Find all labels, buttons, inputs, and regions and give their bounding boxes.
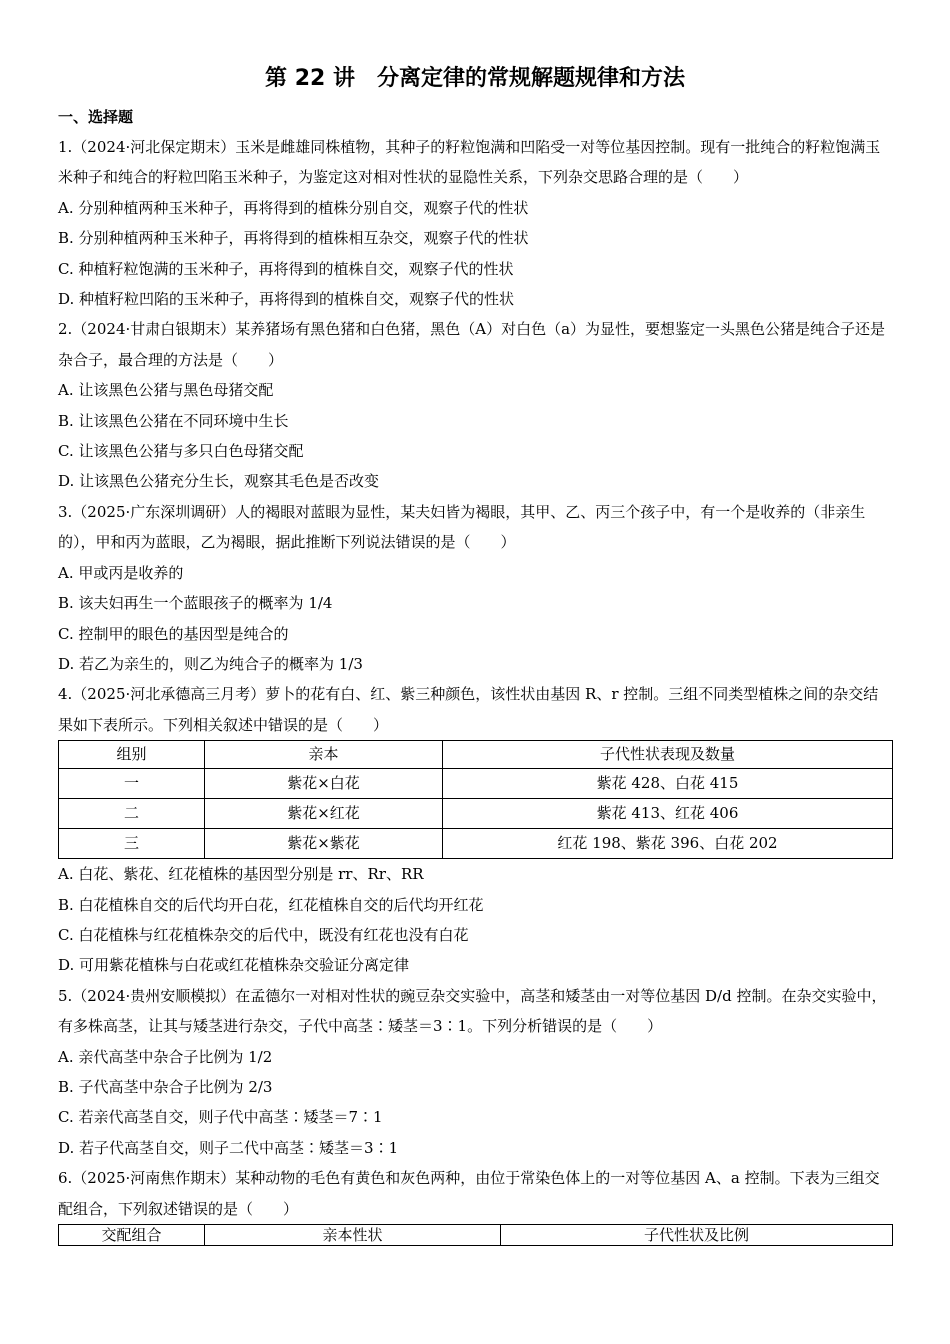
- question-stem: 6.（2025·河南焦作期末）某种动物的毛色有黄色和灰色两种，由位于常染色体上的一对等位基因 A、a 控制。下表为三组交配组合，下列叙述错误的是（ ）: [58, 1169, 880, 1218]
- table-cell: 二: [59, 799, 205, 829]
- table-cell: 三: [59, 829, 205, 859]
- table-row: [59, 799, 893, 829]
- option-c: C. 种植籽粒饱满的玉米种子，再将得到的植株自交，观察子代的性状: [58, 259, 514, 278]
- question-stem: 1.（2024·河北保定期末）玉米是雌雄同株植物，其种子的籽粒饱满和凹陷受一对等位基因控制。现有一批纯合的籽粒饱满玉米种子和纯合的籽粒凹陷玉米种子，为鉴定这对相对性状的显隐性关系，下列杂交思路合理的是（ ）: [58, 138, 881, 187]
- option-c: C. 白花植株与红花植株杂交的后代中，既没有红花也没有白花: [58, 925, 469, 944]
- table-header-cell: 子代性状及比例: [501, 1225, 893, 1246]
- option-d: D. 种植籽粒凹陷的玉米种子，再将得到的植株自交，观察子代的性状: [58, 290, 515, 309]
- question-stem: 4.（2025·河北承德高三月考）萝卜的花有白、红、紫三种颜色，该性状由基因 R、r 控制。三组不同类型植株之间的杂交结果如下表所示。下列相关叙述中错误的是（ ）: [58, 685, 879, 734]
- option-c: C. 控制甲的眼色的基因型是纯合的: [58, 624, 289, 643]
- question-2: [58, 314, 892, 496]
- question-3: [58, 497, 892, 679]
- cross-result-table: [58, 740, 893, 859]
- option-d: D. 若子代高茎自交，则子二代中高茎∶矮茎＝3∶1: [58, 1138, 399, 1157]
- question-6: [58, 1163, 892, 1246]
- question-stem: 2.（2024·甘肃白银期末）某养猪场有黑色猪和白色猪，黑色（A）对白色（a）为显性，要想鉴定一头黑色公猪是纯合子还是杂合子，最合理的方法是（ ）: [58, 320, 886, 369]
- question-5: [58, 981, 892, 1163]
- question-stem: 5.（2024·贵州安顺模拟）在孟德尔一对相对性状的豌豆杂交实验中，高茎和矮茎由一对等位基因 D/d 控制。在杂交实验中，有多株高茎，让其与矮茎进行杂交，子代中高茎∶矮茎＝3∶1。下列分析错误的是（ ）: [58, 986, 887, 1036]
- question-1: [58, 132, 892, 314]
- option-a: A. 让该黑色公猪与黑色母猪交配: [58, 381, 274, 400]
- table-cell: 紫花 413、红花 406: [443, 799, 893, 829]
- table-cell: 一: [59, 769, 205, 799]
- option-b: B. 分别种植两种玉米种子，再将得到的植株相互杂交，观察子代的性状: [58, 229, 529, 248]
- table-header-row: [59, 741, 893, 769]
- mating-combination-table: [58, 1224, 893, 1246]
- option-b: B. 白花植株自交的后代均开白花，红花植株自交的后代均开红花: [58, 895, 484, 914]
- table-header-row: [59, 1225, 893, 1246]
- table-cell: 红花 198、紫花 396、白花 202: [443, 829, 893, 859]
- question-stem: 3.（2025·广东深圳调研）人的褐眼对蓝眼为显性，某夫妇皆为褐眼，其甲、乙、丙三个孩子中，有一个是收养的（非亲生的），甲和丙为蓝眼，乙为褐眼，据此推断下列说法错误的是（ ）: [58, 502, 866, 552]
- option-b: B. 该夫妇再生一个蓝眼孩子的概率为 1/4: [58, 594, 333, 613]
- table-cell: 紫花 428、白花 415: [443, 769, 893, 799]
- table-cell: 紫花×紫花: [205, 829, 443, 859]
- table-row: [59, 769, 893, 799]
- table-header-cell: 组别: [59, 741, 205, 769]
- option-d: D. 若乙为亲生的，则乙为纯合子的概率为 1/3: [58, 654, 363, 673]
- table-header-cell: 亲本: [205, 741, 443, 769]
- table-cell: 紫花×白花: [205, 769, 443, 799]
- table-cell: 紫花×红花: [205, 799, 443, 829]
- section-heading: 一、选择题: [58, 108, 134, 126]
- option-b: B. 子代高茎中杂合子比例为 2/3: [58, 1077, 273, 1096]
- table-header-cell: 亲本性状: [205, 1225, 501, 1246]
- question-4: [58, 679, 892, 980]
- option-d: D. 让该黑色公猪充分生长，观察其毛色是否改变: [58, 472, 380, 491]
- option-a: A. 亲代高茎中杂合子比例为 1/2: [58, 1047, 273, 1066]
- page-title: 第 22 讲 分离定律的常规解题规律和方法: [265, 66, 685, 91]
- table-row: [59, 829, 893, 859]
- option-c: C. 让该黑色公猪与多只白色母猪交配: [58, 442, 304, 461]
- option-a: A. 分别种植两种玉米种子，再将得到的植株分别自交，观察子代的性状: [58, 198, 529, 217]
- option-b: B. 让该黑色公猪在不同环境中生长: [58, 411, 289, 430]
- option-c: C. 若亲代高茎自交，则子代中高茎∶矮茎＝7∶1: [58, 1108, 383, 1127]
- table-header-cell: 子代性状表现及数量: [443, 741, 893, 769]
- option-d: D. 可用紫花植株与白花或红花植株杂交验证分离定律: [58, 956, 410, 975]
- option-a: A. 甲或丙是收养的: [58, 563, 184, 582]
- table-header-cell: 交配组合: [59, 1225, 205, 1246]
- option-a: A. 白花、紫花、红花植株的基因型分别是 rr、Rr、RR: [58, 865, 424, 884]
